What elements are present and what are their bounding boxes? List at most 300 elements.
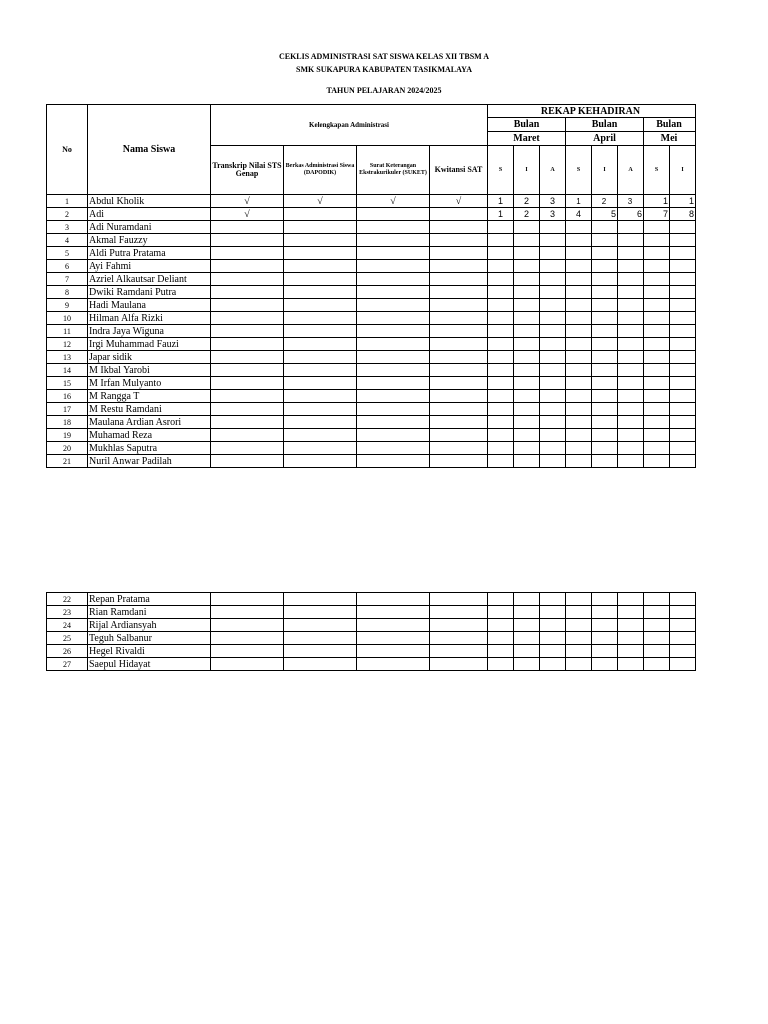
header-kwitansi: Kwitansi SAT (430, 146, 488, 195)
cell-m-s (488, 416, 514, 429)
row-number: 21 (47, 455, 88, 468)
cell-e-s (644, 619, 670, 632)
cell-e-i (670, 429, 696, 442)
header-april-s: S (566, 146, 592, 195)
cell-a-s (566, 390, 592, 403)
cell-m-s (488, 286, 514, 299)
header-no: No (47, 105, 88, 195)
cell-transkrip (211, 312, 284, 325)
table-row (47, 299, 696, 312)
cell-e-s (644, 429, 670, 442)
cell-e-i (670, 221, 696, 234)
row-number: 14 (47, 364, 88, 377)
student-name: Rian Ramdani (88, 606, 211, 619)
cell-berkas (284, 377, 357, 390)
cell-suket (357, 247, 430, 260)
cell-kwitansi (430, 364, 488, 377)
cell-m-s (488, 377, 514, 390)
cell-m-a (540, 247, 566, 260)
cell-a-s (566, 234, 592, 247)
cell-berkas (284, 645, 357, 658)
cell-transkrip: √ (211, 195, 284, 208)
cell-berkas (284, 442, 357, 455)
cell-suket (357, 351, 430, 364)
cell-m-s (488, 260, 514, 273)
row-number: 24 (47, 619, 88, 632)
cell-m-a (540, 606, 566, 619)
cell-a-a (618, 403, 644, 416)
table-row (47, 312, 696, 325)
cell-kwitansi (430, 286, 488, 299)
table-row (47, 208, 696, 221)
cell-m-i (514, 234, 540, 247)
cell-e-i (670, 619, 696, 632)
cell-a-a (618, 364, 644, 377)
student-name: Dwiki Ramdani Putra (88, 286, 211, 299)
cell-kwitansi (430, 442, 488, 455)
cell-transkrip (211, 429, 284, 442)
cell-kwitansi (430, 377, 488, 390)
cell-transkrip (211, 390, 284, 403)
cell-kwitansi (430, 208, 488, 221)
cell-transkrip (211, 286, 284, 299)
cell-m-a (540, 364, 566, 377)
cell-a-i (592, 234, 618, 247)
cell-m-i (514, 645, 540, 658)
cell-a-a: 6 (618, 208, 644, 221)
cell-kwitansi (430, 234, 488, 247)
cell-e-s (644, 247, 670, 260)
row-number: 17 (47, 403, 88, 416)
cell-m-s (488, 632, 514, 645)
cell-suket (357, 619, 430, 632)
cell-kwitansi (430, 273, 488, 286)
cell-a-i (592, 221, 618, 234)
cell-m-a (540, 632, 566, 645)
cell-a-i (592, 377, 618, 390)
row-number: 18 (47, 416, 88, 429)
cell-a-a (618, 234, 644, 247)
cell-a-s (566, 260, 592, 273)
student-name: Hadi Maulana (88, 299, 211, 312)
cell-berkas (284, 221, 357, 234)
cell-m-i (514, 325, 540, 338)
cell-m-a (540, 351, 566, 364)
cell-m-a (540, 619, 566, 632)
cell-m-a (540, 286, 566, 299)
cell-e-i (670, 606, 696, 619)
cell-m-s (488, 403, 514, 416)
cell-berkas (284, 299, 357, 312)
cell-m-a (540, 593, 566, 606)
header-bulan-mei: Bulan (644, 118, 696, 132)
cell-m-s (488, 606, 514, 619)
student-name: Akmal Fauzzy (88, 234, 211, 247)
table-row (47, 593, 696, 606)
cell-e-s (644, 403, 670, 416)
cell-e-s (644, 286, 670, 299)
cell-e-i (670, 299, 696, 312)
cell-m-s (488, 658, 514, 671)
cell-kwitansi (430, 247, 488, 260)
cell-m-i (514, 429, 540, 442)
cell-a-s (566, 442, 592, 455)
cell-m-i (514, 377, 540, 390)
cell-m-i (514, 312, 540, 325)
header-maret: Maret (488, 132, 566, 146)
row-number: 4 (47, 234, 88, 247)
cell-e-s (644, 455, 670, 468)
cell-suket (357, 208, 430, 221)
cell-m-i (514, 606, 540, 619)
cell-suket (357, 221, 430, 234)
cell-a-i (592, 403, 618, 416)
cell-m-s (488, 455, 514, 468)
cell-a-i (592, 299, 618, 312)
cell-transkrip (211, 325, 284, 338)
cell-a-s (566, 286, 592, 299)
cell-a-s (566, 351, 592, 364)
cell-m-a (540, 377, 566, 390)
cell-suket (357, 416, 430, 429)
cell-m-a (540, 338, 566, 351)
cell-m-s (488, 273, 514, 286)
cell-kwitansi (430, 619, 488, 632)
cell-e-i (670, 273, 696, 286)
cell-transkrip (211, 632, 284, 645)
cell-m-i: 2 (514, 195, 540, 208)
student-name: M Restu Ramdani (88, 403, 211, 416)
cell-m-i (514, 632, 540, 645)
cell-berkas (284, 619, 357, 632)
cell-a-i (592, 593, 618, 606)
table-row (47, 351, 696, 364)
student-name: Azriel Alkautsar Deliant (88, 273, 211, 286)
cell-berkas (284, 260, 357, 273)
cell-a-s (566, 658, 592, 671)
student-name: Nuril Anwar Padilah (88, 455, 211, 468)
cell-m-i (514, 273, 540, 286)
cell-m-s (488, 325, 514, 338)
student-name: Hegel Rivaldi (88, 645, 211, 658)
row-number: 9 (47, 299, 88, 312)
cell-a-a (618, 325, 644, 338)
cell-kwitansi (430, 299, 488, 312)
table-row (47, 403, 696, 416)
cell-m-a (540, 273, 566, 286)
student-name: Aldi Putra Pratama (88, 247, 211, 260)
cell-e-i (670, 632, 696, 645)
cell-m-s (488, 234, 514, 247)
cell-e-i (670, 658, 696, 671)
cell-e-i (670, 247, 696, 260)
header-berkas: Berkas Administrasi Siswa (DAPODIK) (284, 146, 357, 195)
cell-e-i (670, 416, 696, 429)
cell-suket (357, 645, 430, 658)
cell-suket (357, 403, 430, 416)
row-number: 12 (47, 338, 88, 351)
cell-m-i (514, 416, 540, 429)
cell-m-s (488, 619, 514, 632)
header-bulan-maret: Bulan (488, 118, 566, 132)
cell-transkrip (211, 619, 284, 632)
cell-m-i (514, 221, 540, 234)
cell-a-s (566, 593, 592, 606)
cell-m-i (514, 390, 540, 403)
cell-kwitansi (430, 606, 488, 619)
cell-m-i (514, 247, 540, 260)
header-maret-a: A (540, 146, 566, 195)
cell-a-a (618, 338, 644, 351)
cell-transkrip (211, 234, 284, 247)
cell-m-s (488, 429, 514, 442)
cell-e-s (644, 312, 670, 325)
student-name: M Rangga T (88, 390, 211, 403)
cell-a-i (592, 390, 618, 403)
cell-a-a (618, 645, 644, 658)
cell-m-s (488, 312, 514, 325)
cell-berkas (284, 247, 357, 260)
cell-kwitansi (430, 658, 488, 671)
cell-a-a (618, 606, 644, 619)
cell-a-s (566, 632, 592, 645)
student-name: Adi Nuramdani (88, 221, 211, 234)
cell-e-i (670, 442, 696, 455)
student-name: Indra Jaya Wiguna (88, 325, 211, 338)
row-number: 16 (47, 390, 88, 403)
cell-m-a (540, 260, 566, 273)
cell-transkrip (211, 455, 284, 468)
cell-e-s (644, 338, 670, 351)
student-name: Abdul Kholik (88, 195, 211, 208)
header-maret-s: S (488, 146, 514, 195)
cell-kwitansi (430, 645, 488, 658)
cell-a-i (592, 325, 618, 338)
cell-e-i (670, 645, 696, 658)
cell-suket (357, 273, 430, 286)
cell-transkrip (211, 658, 284, 671)
cell-a-i (592, 351, 618, 364)
cell-m-a (540, 416, 566, 429)
cell-suket (357, 312, 430, 325)
student-name: Hilman Alfa Rizki (88, 312, 211, 325)
cell-transkrip (211, 606, 284, 619)
cell-m-s (488, 390, 514, 403)
cell-a-a (618, 658, 644, 671)
cell-suket: √ (357, 195, 430, 208)
cell-m-i (514, 455, 540, 468)
cell-a-s (566, 312, 592, 325)
cell-berkas (284, 338, 357, 351)
cell-e-s (644, 377, 670, 390)
row-number: 25 (47, 632, 88, 645)
row-number: 7 (47, 273, 88, 286)
cell-a-a (618, 455, 644, 468)
cell-suket (357, 234, 430, 247)
student-name: Repan Pratama (88, 593, 211, 606)
cell-transkrip (211, 442, 284, 455)
cell-e-s (644, 632, 670, 645)
cell-berkas (284, 351, 357, 364)
cell-kwitansi (430, 325, 488, 338)
cell-kwitansi (430, 416, 488, 429)
cell-e-s: 7 (644, 208, 670, 221)
cell-m-s (488, 247, 514, 260)
cell-m-i (514, 351, 540, 364)
table-row (47, 390, 696, 403)
cell-m-i (514, 364, 540, 377)
student-name: Saepul Hidayat (88, 658, 211, 671)
row-number: 1 (47, 195, 88, 208)
cell-transkrip (211, 299, 284, 312)
cell-m-i (514, 299, 540, 312)
cell-e-s: 1 (644, 195, 670, 208)
cell-e-i (670, 234, 696, 247)
cell-e-s (644, 416, 670, 429)
cell-m-a: 3 (540, 208, 566, 221)
header-nama: Nama Siswa (88, 105, 211, 195)
cell-m-a (540, 325, 566, 338)
cell-m-i (514, 286, 540, 299)
cell-berkas (284, 286, 357, 299)
attendance-table-top (46, 104, 696, 468)
table-row (47, 645, 696, 658)
cell-suket (357, 260, 430, 273)
student-name: Japar sidik (88, 351, 211, 364)
cell-transkrip (211, 593, 284, 606)
cell-a-i (592, 455, 618, 468)
cell-a-a (618, 260, 644, 273)
cell-m-s (488, 221, 514, 234)
cell-a-i (592, 619, 618, 632)
cell-kwitansi (430, 260, 488, 273)
cell-a-a (618, 390, 644, 403)
cell-suket (357, 299, 430, 312)
cell-a-i: 2 (592, 195, 618, 208)
cell-a-i (592, 645, 618, 658)
cell-transkrip (211, 645, 284, 658)
cell-a-s (566, 273, 592, 286)
cell-m-s (488, 338, 514, 351)
cell-m-s (488, 645, 514, 658)
cell-berkas (284, 606, 357, 619)
cell-a-s (566, 247, 592, 260)
cell-transkrip (211, 260, 284, 273)
cell-a-a (618, 273, 644, 286)
header-rekap: REKAP KEHADIRAN (488, 105, 696, 118)
cell-transkrip (211, 403, 284, 416)
table-row (47, 286, 696, 299)
row-number: 11 (47, 325, 88, 338)
header-april: April (566, 132, 644, 146)
row-number: 2 (47, 208, 88, 221)
table-row (47, 632, 696, 645)
cell-e-i (670, 260, 696, 273)
cell-m-a: 3 (540, 195, 566, 208)
cell-m-i (514, 442, 540, 455)
cell-berkas (284, 325, 357, 338)
cell-a-i (592, 286, 618, 299)
row-number: 8 (47, 286, 88, 299)
cell-a-i (592, 632, 618, 645)
cell-berkas (284, 403, 357, 416)
cell-a-a (618, 619, 644, 632)
cell-suket (357, 338, 430, 351)
cell-a-i (592, 442, 618, 455)
cell-a-s (566, 221, 592, 234)
cell-m-i (514, 403, 540, 416)
row-number: 22 (47, 593, 88, 606)
cell-a-s (566, 403, 592, 416)
cell-e-i: 8 (670, 208, 696, 221)
cell-a-s (566, 429, 592, 442)
cell-berkas (284, 273, 357, 286)
cell-a-i (592, 606, 618, 619)
cell-suket (357, 632, 430, 645)
cell-berkas (284, 632, 357, 645)
cell-a-s (566, 416, 592, 429)
cell-suket (357, 390, 430, 403)
attendance-table-bottom (46, 592, 696, 671)
cell-a-i (592, 429, 618, 442)
cell-e-i (670, 364, 696, 377)
row-number: 23 (47, 606, 88, 619)
table-row (47, 234, 696, 247)
table-row (47, 260, 696, 273)
student-name: Rijal Ardiansyah (88, 619, 211, 632)
header-bulan-april: Bulan (566, 118, 644, 132)
cell-m-s (488, 593, 514, 606)
cell-a-i (592, 416, 618, 429)
cell-e-s (644, 364, 670, 377)
student-name: Maulana Ardian Asrori (88, 416, 211, 429)
cell-e-i (670, 351, 696, 364)
row-number: 15 (47, 377, 88, 390)
row-number: 27 (47, 658, 88, 671)
cell-berkas (284, 429, 357, 442)
cell-a-a (618, 632, 644, 645)
cell-a-a (618, 429, 644, 442)
cell-m-a (540, 234, 566, 247)
cell-m-i (514, 658, 540, 671)
student-name: M Irfan Mulyanto (88, 377, 211, 390)
header-transkrip: Transkrip Nilai STS Genap (211, 146, 284, 195)
cell-m-a (540, 312, 566, 325)
cell-m-a (540, 390, 566, 403)
header-maret-i: I (514, 146, 540, 195)
cell-a-s: 1 (566, 195, 592, 208)
table-row (47, 364, 696, 377)
cell-berkas: √ (284, 195, 357, 208)
cell-a-i (592, 260, 618, 273)
cell-berkas (284, 234, 357, 247)
row-number: 26 (47, 645, 88, 658)
cell-e-s (644, 658, 670, 671)
cell-suket (357, 658, 430, 671)
cell-kwitansi (430, 593, 488, 606)
cell-a-a (618, 286, 644, 299)
cell-suket (357, 442, 430, 455)
cell-a-a (618, 442, 644, 455)
cell-transkrip (211, 247, 284, 260)
table-row (47, 455, 696, 468)
cell-kwitansi (430, 390, 488, 403)
cell-m-i (514, 338, 540, 351)
cell-suket (357, 455, 430, 468)
cell-kwitansi (430, 221, 488, 234)
cell-e-i (670, 455, 696, 468)
cell-a-s (566, 455, 592, 468)
